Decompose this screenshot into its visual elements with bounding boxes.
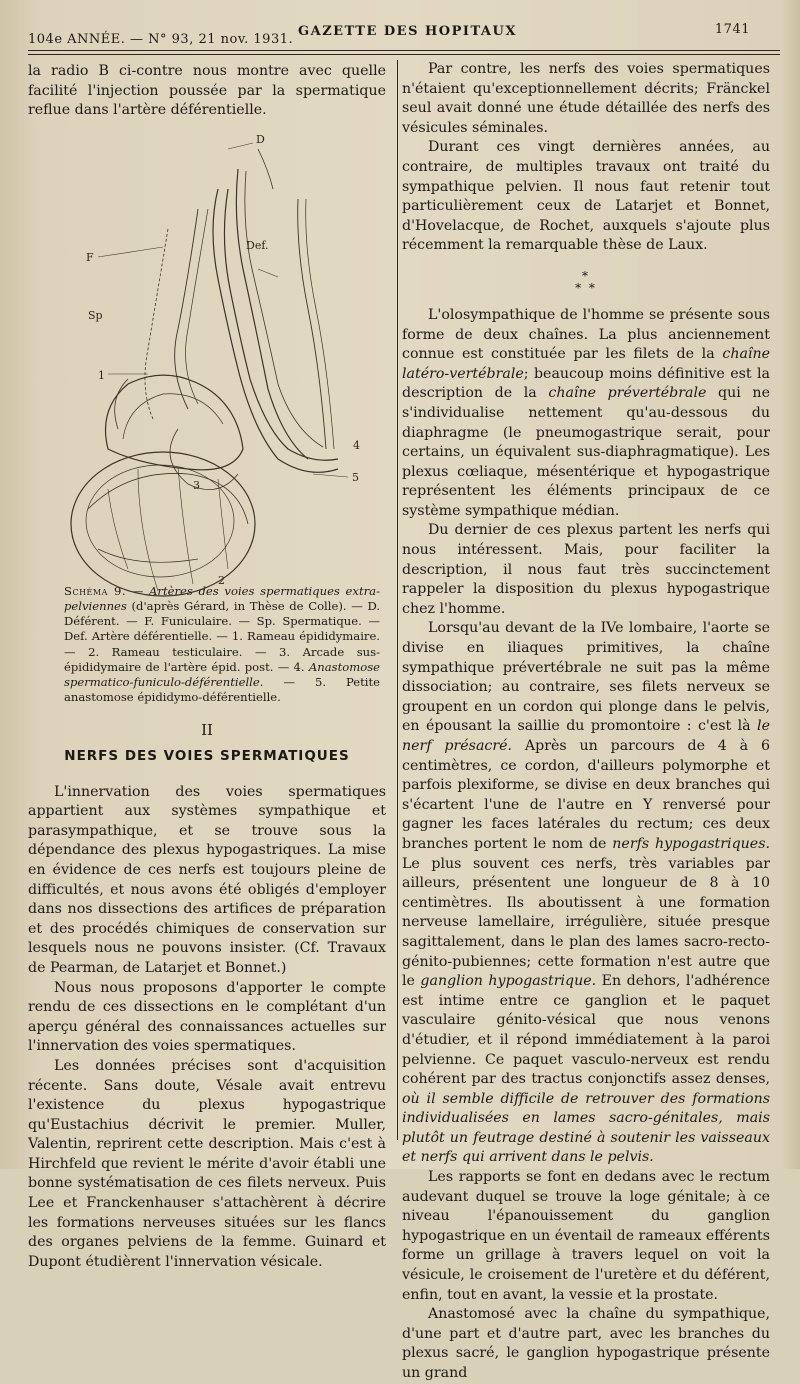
header-rule (28, 50, 780, 51)
section-separator (402, 270, 770, 294)
label-d: D (256, 132, 265, 146)
caption-body: (d'après Gérard, in Thèse de Colle). — D. Déférent. — F. Funiculaire. — Sp. Spermatique. — Def. Artère déférentielle. — 1. Rameau épididymaire. — 2. Rameau testiculaire. — 3. Arcade sus-épididymaire de l'artère épid. post. — 4. (64, 598, 381, 674)
label-4: 4 (353, 438, 360, 452)
label-1: 1 (98, 368, 105, 382)
intro-paragraph: la radio B ci-contre nous montre avec quelle facilité l'injection poussée par la spermatique reflue dans l'artère déférentielle. (28, 63, 386, 119)
label-def: Def. (246, 238, 269, 252)
italic-term: nerfs hypogastriques. (612, 835, 770, 852)
journal-title: GAZETTE DES HOPITAUX (298, 24, 517, 39)
italic-term: ganglion hypogastrique. (420, 973, 597, 990)
label-2: 2 (218, 573, 225, 587)
issue-info: 104e ANNÉE. — N° 93, 21 nov. 1931. (28, 32, 294, 47)
text-run: qui ne s'individualise nettement qu'au-dessous du diaphragme (le pneumogastrique serait, pour certains, un équivalent sus-diaphragmatique). Les plexus cœliaque, mésentérique et hypogastrique représentent les éléments principaux de ce système sympathique médian. (402, 385, 770, 519)
text-run: Lorsqu'au devant de la IVe lombaire, l'aorte se divise en iliaques primitives, la chaîne sympathique prévertébrale ne suit pas la même dissociation; au contraire, ses filets nerveux se groupent en un cordon qui plonge dans le pelvis, en épousant la saillie du promontoire : c'est là (402, 620, 770, 735)
label-sp: Sp (88, 308, 103, 322)
page-number: 1741 (714, 22, 750, 37)
paragraph: Nous nous proposons d'apporter le compte rendu de ces dissections en le complétant d'un aperçu général des connaissances actuelles sur l'innervation des voies spermatiques. (28, 979, 386, 1055)
paragraph: L'innervation des voies spermatiques appartient aux systèmes sympathique et parasympathique, et se trouve sous la dépendance des plexus hypogastriques. La mise en évidence de ces nerfs est toujours pleine de difficultés, et nous avons été obligés d'employer dans nos dissections des artifices de préparation et des procédés chimiques de conservation sur lesquels nous ne pouvons insister. (Cf. Travaux de Pearman, de Latarjet et Bonnet.) (28, 783, 386, 976)
right-column (402, 60, 770, 1384)
caption-label: Schéma 9. (64, 583, 127, 598)
column-divider (397, 60, 398, 1140)
label-3: 3 (193, 478, 200, 492)
paragraph (402, 619, 770, 1168)
separator-star-bottom: * * (575, 280, 597, 295)
testis-artery-diagram (68, 129, 368, 587)
italic-term: où il semble difficile de retrouver des formations individualisées en lames sacro-génitales, mais plutôt un feutrage destiné à soutenir les vaisseaux et nerfs qui arrivent dans le pelvis. (402, 1090, 770, 1166)
paragraph (402, 306, 770, 522)
figure-caption: Schéma 9. — Artères des voies spermatiques extra-pelviennes (d'après Gérard, in Thèse de Colle). — D. Déférent. — F. Funiculaire. — Sp. Spermatique. — Def. Artère déférentielle. — 1. Rameau épididymaire. — 2. Rameau testiculaire. — 3. Arcade sus-épididymaire de l'artère épid. post. — 4. Anastomose spermatico-funiculo-déférentielle. — 5. Petite anastomose épididymo-déférentielle. (64, 583, 381, 705)
text-run: Le plus souvent ces nerfs, très variables par ailleurs, présentent une longueur de 8 à 10 centimètres. Ils aboutissent à une formation nerveuse lamellaire, irrégulière, située presque sagittalement, dans le plan des lames sacro-recto-génito-pubiennes; cette formation n'est autre que le (402, 855, 770, 990)
text-run: ; beaucoup moins définitive est la description de la (402, 365, 770, 402)
page-header (28, 22, 780, 52)
caption-end: — 5. Petite anastomose épididymo-déférentielle. (64, 675, 381, 705)
italic-term: chaîne latéro-vertébrale (402, 346, 770, 382)
caption-italic: Anastomose spermatico-funiculo-déférentielle. (64, 659, 381, 689)
paragraph: Les données précises sont d'acquisition récente. Sans doute, Vésale avait entrevu l'existence du plexus hypogastrique qu'Eustachius décrivit le premier. Muller, Valentin, reprirent cette description. Mais c'est à Hirchfeld que revient le mérite d'avoir établi une bonne systématisation de ces filets nerveux. Puis Lee et Franckenhauser s'attachèrent à décrire les formations nerveuses situées sur les flancs des organes pelviens de la femme. Guinard et Dupont étudièrent l'innervation vésicale. (28, 1057, 386, 1270)
anatomical-figure (68, 129, 368, 587)
text-run: Après un parcours de 4 à 6 centimètres, ce cordon, d'ailleurs polymorphe et parfois plexiforme, se divise en deux branches qui s'écartent l'une de l'autre en Y renversé pour gagner les faces latérales du rectum; ces deux branches portent le nom de (402, 738, 770, 852)
paragraph: Anastomosé avec la chaîne du sympathique, d'une part et d'autre part, avec les branches du plexus sacré, le ganglion hypogastrique présente un grand (402, 1306, 770, 1381)
caption-title: Artères des voies spermatiques extra-pelviennes (64, 583, 380, 613)
separator-star-top: * (582, 268, 590, 283)
text-run: En dehors, l'adhérence est intime entre ce ganglion et le paquet vasculaire génito-vésical que nous venons d'étudier, et il répond immédiatement à la paroi pelvienne. Ce paquet vasculo-nerveux est rendu cohérent par des tractus conjonctifs assez denses, (402, 973, 770, 1088)
paragraph: Par contre, les nerfs des voies spermatiques n'étaient qu'exceptionnellement décrits; Fränckel seul avait donné une étude détaillée des nerfs des vésicules séminales. (402, 61, 770, 136)
italic-term: le nerf présacré. (402, 718, 770, 754)
paragraph: Durant ces vingt dernières années, au contraire, de multiples travaux ont traité du sympathique pelvien. Il nous faut retenir tout particulièrement ceux de Latarjet et Bonnet, d'Hovelacque, de Rochet, auxquels s'ajoute plus récemment la remarquable thèse de Laux. (402, 139, 770, 254)
left-column (28, 62, 386, 1272)
section-title: NERFS DES VOIES SPERMATIQUES (64, 748, 350, 764)
paragraph: Les rapports se font en dedans avec le rectum audevant duquel se trouve la loge génitale; à ce niveau l'épanouissement du ganglion hypogastrique en un éventail de rameaux efférents forme un grillage à travers lequel on voit la vésicule, le croisement de l'uretère et du déférent, enfin, tout en avant, la vessie et la prostate. (402, 1169, 770, 1303)
paragraph: Du dernier de ces plexus partent les nerfs qui nous intéressent. Mais, pour faciliter la description, il nous faut très succinctement rappeler la disposition du plexus hypogastrique chez l'homme. (402, 522, 770, 617)
header-rule-double (28, 54, 780, 55)
label-f: F (86, 250, 94, 264)
section-number: II (201, 721, 213, 740)
label-5: 5 (352, 470, 359, 484)
italic-term: chaîne prévertébrale (548, 385, 707, 402)
text-run: L'olosympathique de l'homme se présente sous forme de deux chaînes. La plus anciennement connue est constituée par les filets de la (402, 306, 770, 363)
